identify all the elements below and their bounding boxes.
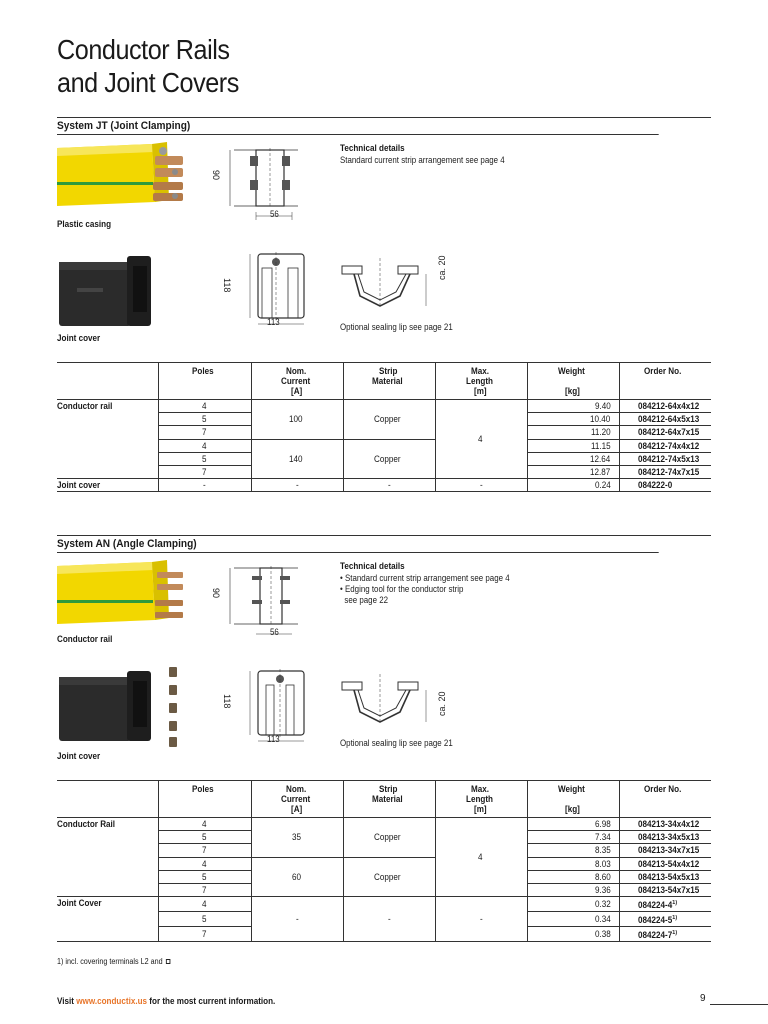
an-rail-caption: Conductor rail [57,634,113,644]
header-blank [57,363,158,400]
cell-order: 084212-64x5x13 [619,413,711,426]
cell-poles: 7 [158,844,251,857]
section-an-header [57,538,711,553]
table-row [57,897,711,912]
an-sealing-lip-diagram [340,672,440,732]
header-weight: Weight [kg] [527,781,619,818]
website-link[interactable]: www.conductix.us [76,996,148,1006]
table-row [57,400,711,413]
cell-weight: 0.34 [527,912,619,927]
cell-weight: 0.24 [527,479,619,492]
cell-weight: 9.40 [527,400,619,413]
cell-length: - [435,479,527,492]
cell-poles: 4 [158,400,251,413]
header-weight: Weight [kg] [527,363,619,400]
cell-length: 4 [435,818,527,897]
cell-poles: - [158,479,251,492]
cell-order: 084222-0 [619,479,711,492]
page-title-line-2: and Joint Covers [57,67,239,98]
cell-weight: 11.15 [527,439,619,452]
footnote-text: 1) incl. covering terminals L2 and [57,957,163,966]
page-title [57,33,239,99]
jt-tech-line-1: Standard current strip arrangement see page 4 [340,155,505,165]
cell-poles: 5 [158,452,251,465]
footer [57,996,275,1006]
cell-material: Copper [343,857,435,897]
header-current: Nom. Current [A] [251,363,343,400]
table-header-row [57,781,711,818]
cell-poles: 7 [158,927,251,942]
section-jt-title: System JT (Joint Clamping) [57,120,659,135]
section-jt-header [57,120,711,135]
an-spec-table [57,780,711,942]
jt-rail-width-dim: 56 [270,209,279,219]
header-strip-material: Strip Material [343,363,435,400]
cell-weight: 9.36 [527,883,619,896]
cell-length: - [435,897,527,942]
header-current: Nom. Current [A] [251,781,343,818]
section-divider [57,535,711,536]
cell-poles: 4 [158,439,251,452]
cell-order: 084212-74x4x12 [619,439,711,452]
jt-sealing-note: Optional sealing lip see page 21 [340,322,453,332]
footnote [57,957,170,966]
row-label-conductor-rail: Conductor rail [57,400,158,479]
header-order-no: Order No. [619,363,711,400]
cell-weight: 10.40 [527,413,619,426]
jt-cover-caption: Joint cover [57,333,101,343]
footer-visit: Visit [57,996,74,1006]
cell-weight: 8.35 [527,844,619,857]
cell-current: - [251,479,343,492]
cell-current: 60 [251,857,343,897]
terminal-symbol-icon [166,959,171,964]
an-cover-width-dim: 113 [267,734,280,744]
cell-material: - [343,479,435,492]
cell-poles: 5 [158,831,251,844]
section-an-title: System AN (Angle Clamping) [57,538,659,553]
cell-material: - [343,897,435,942]
cell-material: Copper [343,818,435,858]
cell-order: 084224-7$^{1)}$ [619,927,711,942]
cell-length: 4 [435,400,527,479]
cell-order: 084213-34x5x13 [619,831,711,844]
header-strip-material: Strip Material [343,781,435,818]
an-cover-height-dim: 118 [222,694,232,709]
an-tech-title: Technical details [340,561,405,571]
jt-rail-photo [57,142,187,214]
cell-order: 084212-64x7x15 [619,426,711,439]
cell-current: 140 [251,439,343,479]
an-joint-cover-photo [57,665,187,750]
an-rail-height-dim: 90 [211,588,221,599]
cell-current: 35 [251,818,343,858]
page-title-line-1: Conductor Rails [57,34,230,65]
an-tech-line-2: • Edging tool for the conductor strip [340,584,464,594]
cell-material: Copper [343,439,435,479]
rail-stripe [57,182,153,185]
header-max-length: Max. Length [m] [435,781,527,818]
an-sealing-note: Optional sealing lip see page 21 [340,738,453,748]
terminal-clips [169,667,177,747]
cell-order: 084213-34x7x15 [619,844,711,857]
cell-order: 084224-5$^{1)}$ [619,912,711,927]
jt-joint-cover-photo [57,252,157,332]
cell-order: 084213-54x4x12 [619,857,711,870]
cell-poles: 7 [158,883,251,896]
header-poles: Poles [158,781,251,818]
an-tech-line-3: see page 22 [340,595,389,605]
cell-poles: 7 [158,426,251,439]
cell-poles: 5 [158,413,251,426]
table-header-row [57,363,711,400]
cell-weight: 12.64 [527,452,619,465]
an-lip-dim: ca. 20 [437,691,447,716]
an-tech-line-1: • Standard current strip arrangement see page 4 [340,573,510,583]
cell-poles: 4 [158,857,251,870]
jt-spec-table [57,362,711,492]
header-order-no: Order No. [619,781,711,818]
cell-poles: 4 [158,818,251,831]
an-rail-cross-section-diagram [218,560,318,640]
section-divider [57,117,711,118]
cell-poles: 5 [158,912,251,927]
row-label-joint-cover: Joint cover [57,479,158,492]
cell-order: 084213-54x7x15 [619,883,711,896]
jt-cover-height-dim: 118 [222,278,232,293]
cell-order: 084212-74x5x13 [619,452,711,465]
jt-rail-cross-section-diagram [218,142,318,222]
cell-order: 084213-34x4x12 [619,818,711,831]
cell-weight: 11.20 [527,426,619,439]
cell-poles: 5 [158,870,251,883]
an-rail-width-dim: 56 [270,627,279,637]
header-poles: Poles [158,363,251,400]
cell-weight: 8.60 [527,870,619,883]
header-blank [57,781,158,818]
cell-material: Copper [343,400,435,440]
jt-tech-title: Technical details [340,143,405,153]
cell-poles: 4 [158,897,251,912]
page-number: 9 [700,993,706,1004]
table-row [57,818,711,831]
header-max-length: Max. Length [m] [435,363,527,400]
an-rail-photo [57,560,187,632]
jt-rail-height-dim: 90 [211,170,221,181]
jt-cover-width-dim: 113 [267,317,280,327]
cell-weight: 12.87 [527,465,619,478]
table-row [57,479,711,492]
cell-weight: 0.32 [527,897,619,912]
cell-current: 100 [251,400,343,440]
jt-lip-dim: ca. 20 [437,255,447,280]
page-number-rule [710,1004,768,1005]
cell-current: - [251,897,343,942]
cell-order: 084212-64x4x12 [619,400,711,413]
cell-weight: 6.98 [527,818,619,831]
cell-weight: 8.03 [527,857,619,870]
jt-sealing-lip-diagram [340,256,440,316]
row-label-conductor-rail: Conductor Rail [57,818,158,897]
cell-order: 084224-4$^{1)}$ [619,897,711,912]
an-cover-caption: Joint cover [57,751,101,761]
row-label-joint-cover: Joint Cover [57,897,158,942]
cell-order: 084212-74x7x15 [619,465,711,478]
cell-order: 084213-54x5x13 [619,870,711,883]
jt-rail-caption: Plastic casing [57,219,112,229]
cell-poles: 7 [158,465,251,478]
cell-weight: 0.38 [527,927,619,942]
cell-weight: 7.34 [527,831,619,844]
footer-rest: for the most current information. [149,996,276,1006]
